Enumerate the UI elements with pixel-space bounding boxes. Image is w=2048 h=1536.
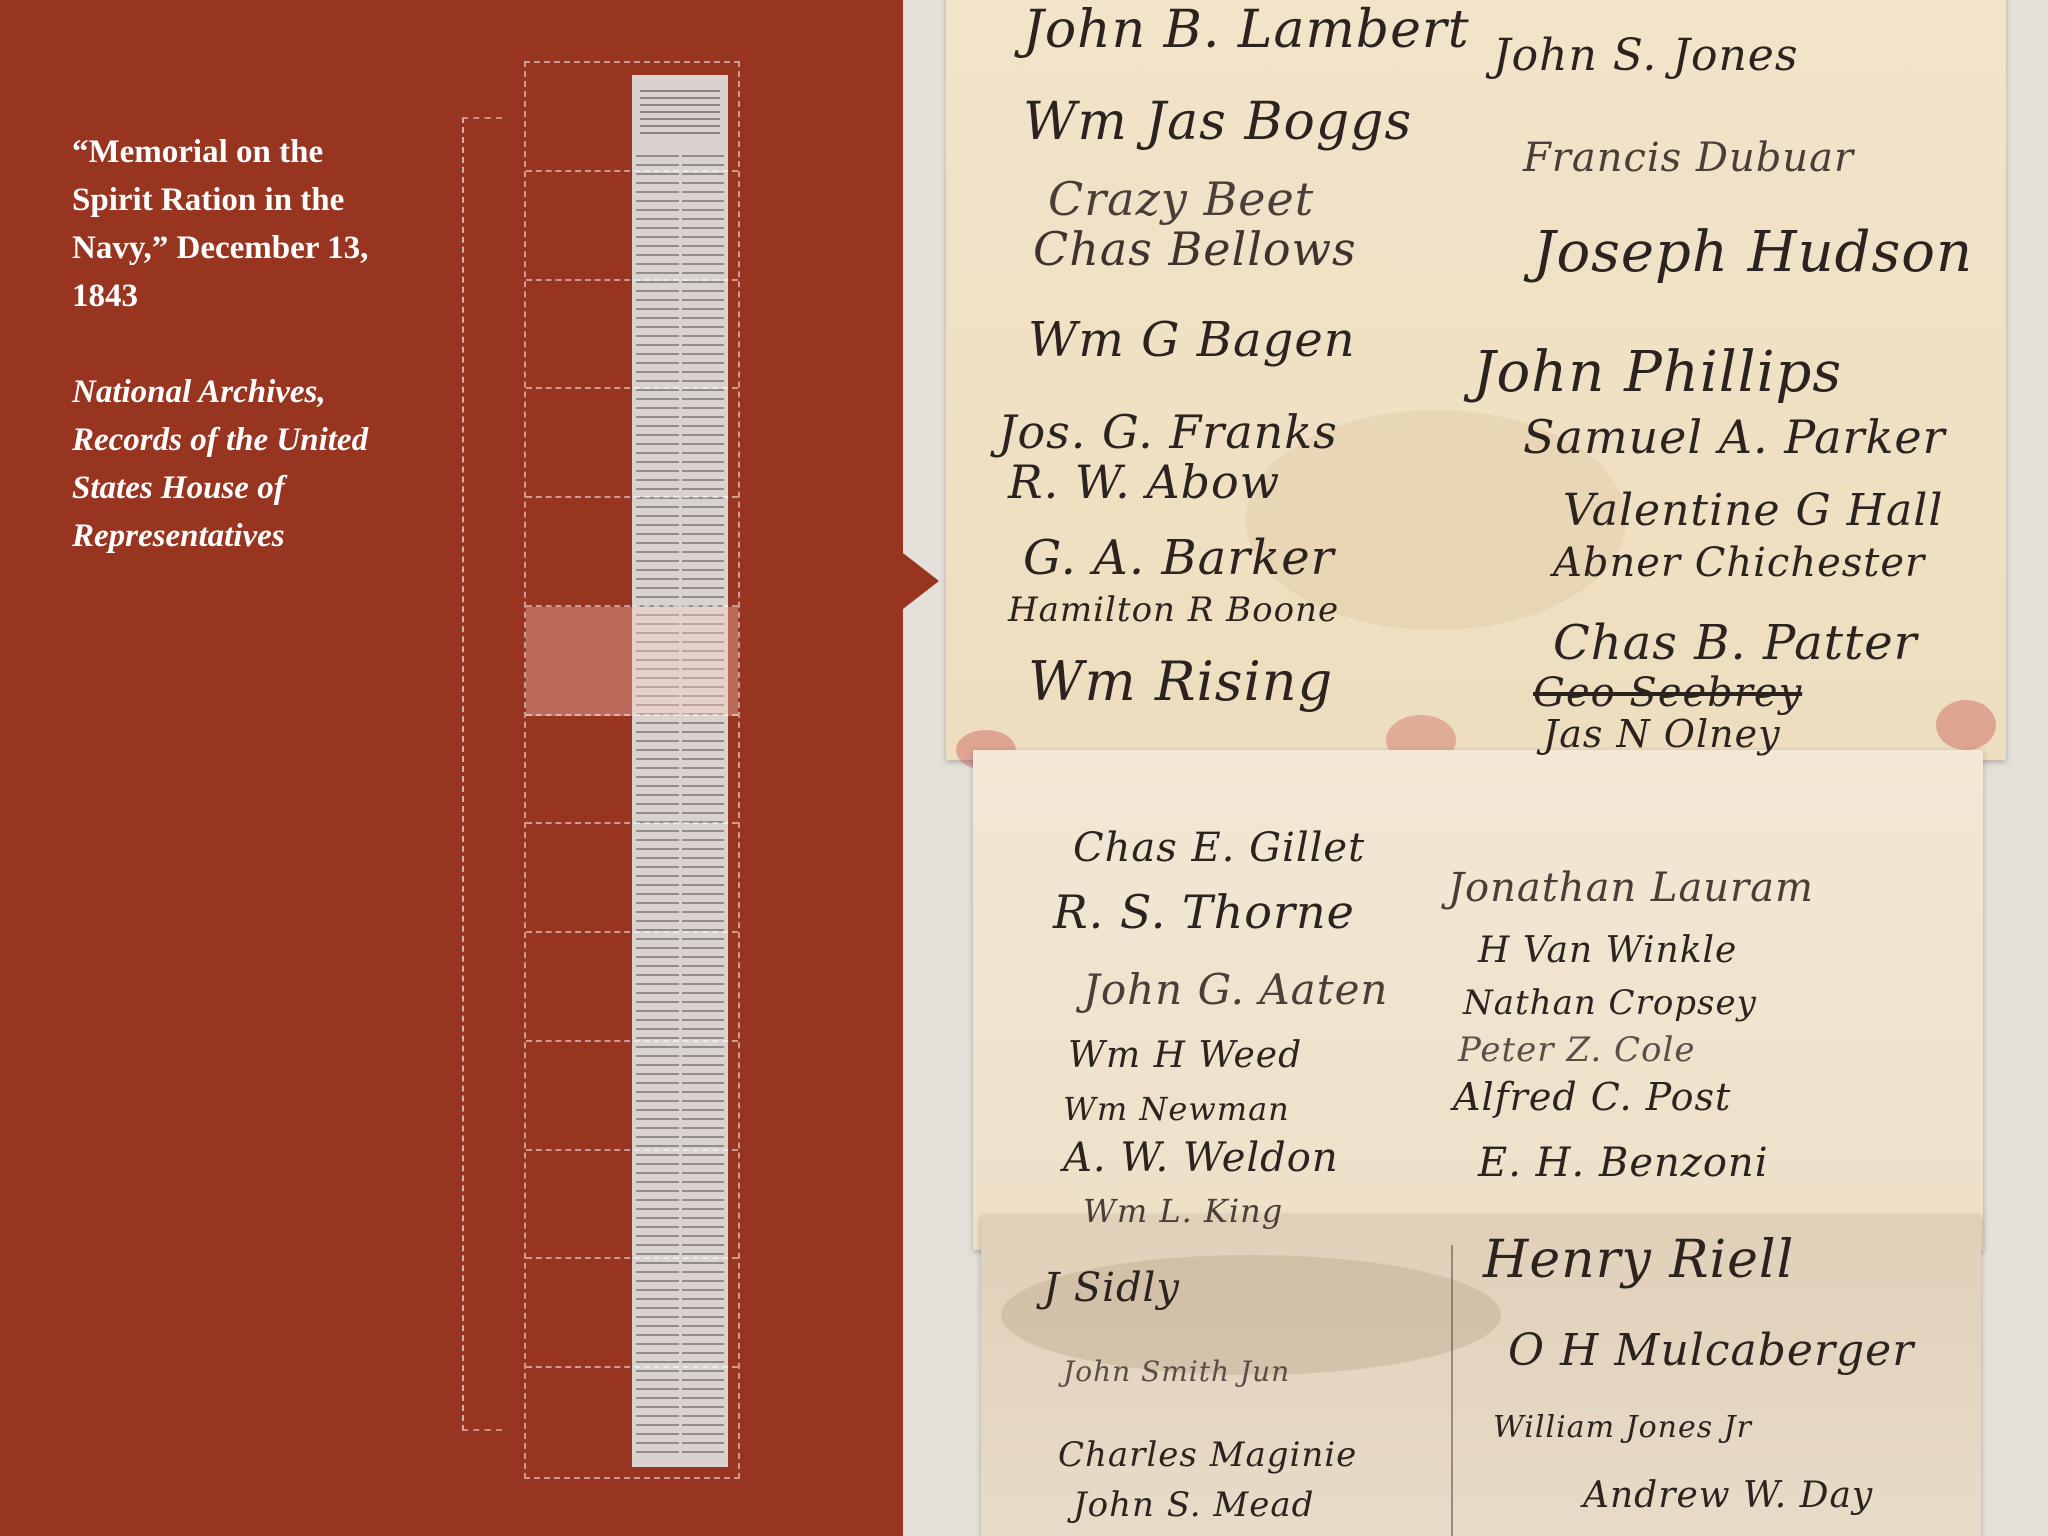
document-section-1[interactable] (526, 63, 738, 172)
signature: G. A. Barker (1023, 530, 1335, 586)
document-title: “Memorial on the Spirit Ration in the Navy,” December 13, 1843 (72, 134, 369, 314)
navigator-bracket (462, 117, 502, 1431)
signature: Chas E. Gillet (1073, 825, 1366, 871)
signature: Wm Rising (1028, 650, 1334, 713)
document-section-2[interactable] (526, 172, 738, 281)
signature: Chas B. Patter (1553, 615, 1918, 671)
document-detail-view[interactable] (903, 0, 2048, 1536)
signature: William Jones Jr (1493, 1410, 1753, 1445)
signature: John B. Lambert (1023, 0, 1470, 60)
signature: Crazy Beet (1048, 172, 1315, 226)
signature: Joseph Hudson (1533, 220, 1974, 285)
signature: R. W. Abow (1008, 455, 1281, 509)
signature: Abner Chichester (1553, 540, 1926, 586)
signature: R. S. Thorne (1053, 885, 1355, 939)
signature: Chas Bellows (1033, 222, 1357, 276)
signature: E. H. Benzoni (1478, 1140, 1769, 1186)
signature: H Van Winkle (1478, 930, 1738, 971)
signature: Wm Newman (1063, 1090, 1290, 1128)
signature: John S. Mead (1073, 1485, 1315, 1525)
signature: John G. Aaten (1083, 965, 1389, 1014)
document-section-7[interactable] (526, 716, 738, 825)
signature: Nathan Cropsey (1463, 983, 1757, 1023)
active-section-pointer (903, 553, 939, 609)
signature: Henry Riell (1483, 1230, 1795, 1290)
signature: Jonathan Lauram (1448, 865, 1814, 911)
signature: Jos. G. Franks (998, 405, 1338, 459)
document-section-8[interactable] (526, 824, 738, 933)
signature: Alfred C. Post (1453, 1075, 1732, 1119)
signature: Andrew W. Day (1583, 1475, 1874, 1516)
signature: Hamilton R Boone (1008, 590, 1340, 630)
document-section-9[interactable] (526, 933, 738, 1042)
signature: J Sidly (1043, 1265, 1180, 1311)
document-section-12[interactable] (526, 1259, 738, 1368)
signature: John Smith Jun (1063, 1355, 1291, 1388)
signature: Wm Jas Boggs (1023, 92, 1413, 152)
signature: Samuel A. Parker (1523, 410, 1946, 464)
document-credit: National Archives, Records of the United States House of Representatives (72, 374, 369, 554)
document-section-11[interactable] (526, 1151, 738, 1260)
info-panel (0, 0, 903, 1536)
signature: Wm L. King (1083, 1192, 1284, 1230)
signature: John S. Jones (1493, 30, 1799, 81)
document-section-10[interactable] (526, 1042, 738, 1151)
signature: Wm H Weed (1068, 1035, 1303, 1076)
document-section-13[interactable] (526, 1368, 738, 1477)
signature: Charles Maginie (1058, 1435, 1358, 1475)
signature: Peter Z. Cole (1458, 1030, 1696, 1070)
signature: Francis Dubuar (1523, 135, 1855, 181)
signature: A. W. Weldon (1063, 1135, 1339, 1181)
document-section-3[interactable] (526, 281, 738, 390)
document-section-6[interactable] (526, 607, 738, 716)
signature: John Phillips (1473, 340, 1843, 405)
signature: Geo Seebrey (1533, 670, 1803, 716)
document-section-4[interactable] (526, 389, 738, 498)
signature: Valentine G Hall (1563, 485, 1944, 536)
signature: Jas N Olney (1543, 712, 1781, 756)
signature: Wm G Bagen (1028, 312, 1356, 368)
document-section-5[interactable] (526, 498, 738, 607)
section-navigator (524, 61, 740, 1479)
signature: O H Mulcaberger (1508, 1325, 1915, 1376)
